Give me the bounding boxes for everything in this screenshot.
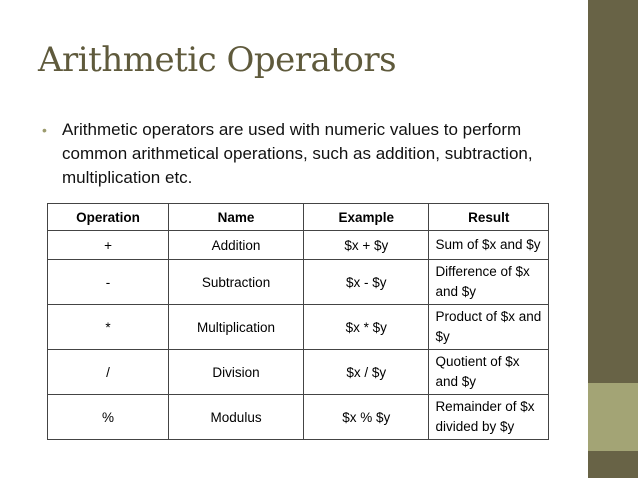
cell-example: $x * $y bbox=[304, 305, 429, 350]
header-example: Example bbox=[304, 204, 429, 231]
cell-name: Subtraction bbox=[169, 260, 304, 305]
table-row bbox=[48, 305, 549, 350]
header-operation: Operation bbox=[48, 204, 169, 231]
table-row bbox=[48, 231, 549, 260]
cell-name: Division bbox=[169, 350, 304, 395]
table-row bbox=[48, 260, 549, 305]
header-name: Name bbox=[169, 204, 304, 231]
table-header-row bbox=[48, 204, 549, 231]
bullet-icon: • bbox=[42, 122, 47, 138]
cell-name: Multiplication bbox=[169, 305, 304, 350]
cell-name: Modulus bbox=[169, 395, 304, 440]
slide-title: Arithmetic Operators bbox=[38, 40, 397, 80]
cell-operation: * bbox=[48, 305, 169, 350]
cell-operation: % bbox=[48, 395, 169, 440]
cell-operation: / bbox=[48, 350, 169, 395]
cell-result: Difference of $x and $y bbox=[429, 260, 549, 305]
cell-example: $x % $y bbox=[304, 395, 429, 440]
cell-example: $x / $y bbox=[304, 350, 429, 395]
operators-table bbox=[47, 203, 549, 440]
bullet-text: Arithmetic operators are used with numeric values to perform common arithmetical operations, such as addition, subtraction, multiplication etc. bbox=[62, 120, 533, 187]
bullet-item bbox=[42, 118, 572, 190]
cell-example: $x + $y bbox=[304, 231, 429, 260]
table-row bbox=[48, 395, 549, 440]
table-row bbox=[48, 350, 549, 395]
cell-result: Remainder of $x divided by $y bbox=[429, 395, 549, 440]
cell-operation: - bbox=[48, 260, 169, 305]
cell-operation: + bbox=[48, 231, 169, 260]
sidebar-accent-decoration bbox=[588, 383, 638, 451]
header-result: Result bbox=[429, 204, 549, 231]
cell-result: Product of $x and $y bbox=[429, 305, 549, 350]
cell-result: Sum of $x and $y bbox=[429, 231, 549, 260]
cell-example: $x - $y bbox=[304, 260, 429, 305]
cell-name: Addition bbox=[169, 231, 304, 260]
cell-result: Quotient of $x and $y bbox=[429, 350, 549, 395]
